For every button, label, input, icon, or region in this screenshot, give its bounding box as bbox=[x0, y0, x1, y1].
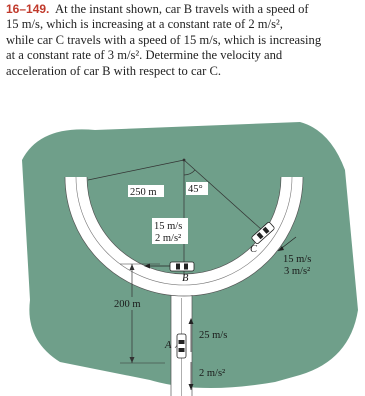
car-a bbox=[177, 334, 186, 358]
car-b-accel: 2 m/s² bbox=[155, 233, 182, 244]
distance-label: 200 m bbox=[114, 299, 141, 310]
car-c-accel: 3 m/s² bbox=[284, 266, 311, 277]
car-c-label: C bbox=[250, 244, 258, 255]
radius-label: 250 m bbox=[130, 187, 157, 198]
problem-line-1: 16–149. At the instant shown, car B travels with a speed of bbox=[6, 2, 309, 16]
problem-line-4: at a constant rate of 3 m/s². Determine the velocity and bbox=[6, 48, 283, 63]
problem-line-2: 15 m/s, which is increasing at a constant rate of 2 m/s², bbox=[6, 17, 283, 32]
car-b bbox=[170, 262, 194, 271]
car-a-speed: 25 m/s bbox=[199, 330, 228, 341]
problem-statement bbox=[6, 2, 360, 79]
car-c-speed: 15 m/s bbox=[283, 254, 312, 265]
problem-number: 16–149. bbox=[6, 2, 50, 16]
problem-line-5: acceleration of car B with respect to car C. bbox=[6, 63, 222, 78]
car-b-speed: 15 m/s bbox=[154, 221, 183, 232]
car-a-label: A bbox=[165, 340, 172, 351]
road-diagram bbox=[0, 100, 365, 396]
car-b-label: B bbox=[182, 273, 189, 284]
car-a-accel: 2 m/s² bbox=[199, 368, 226, 379]
angle-label: 45° bbox=[188, 184, 203, 195]
problem-line-3: while car C travels with a speed of 15 m/s, which is increasing bbox=[6, 32, 322, 47]
